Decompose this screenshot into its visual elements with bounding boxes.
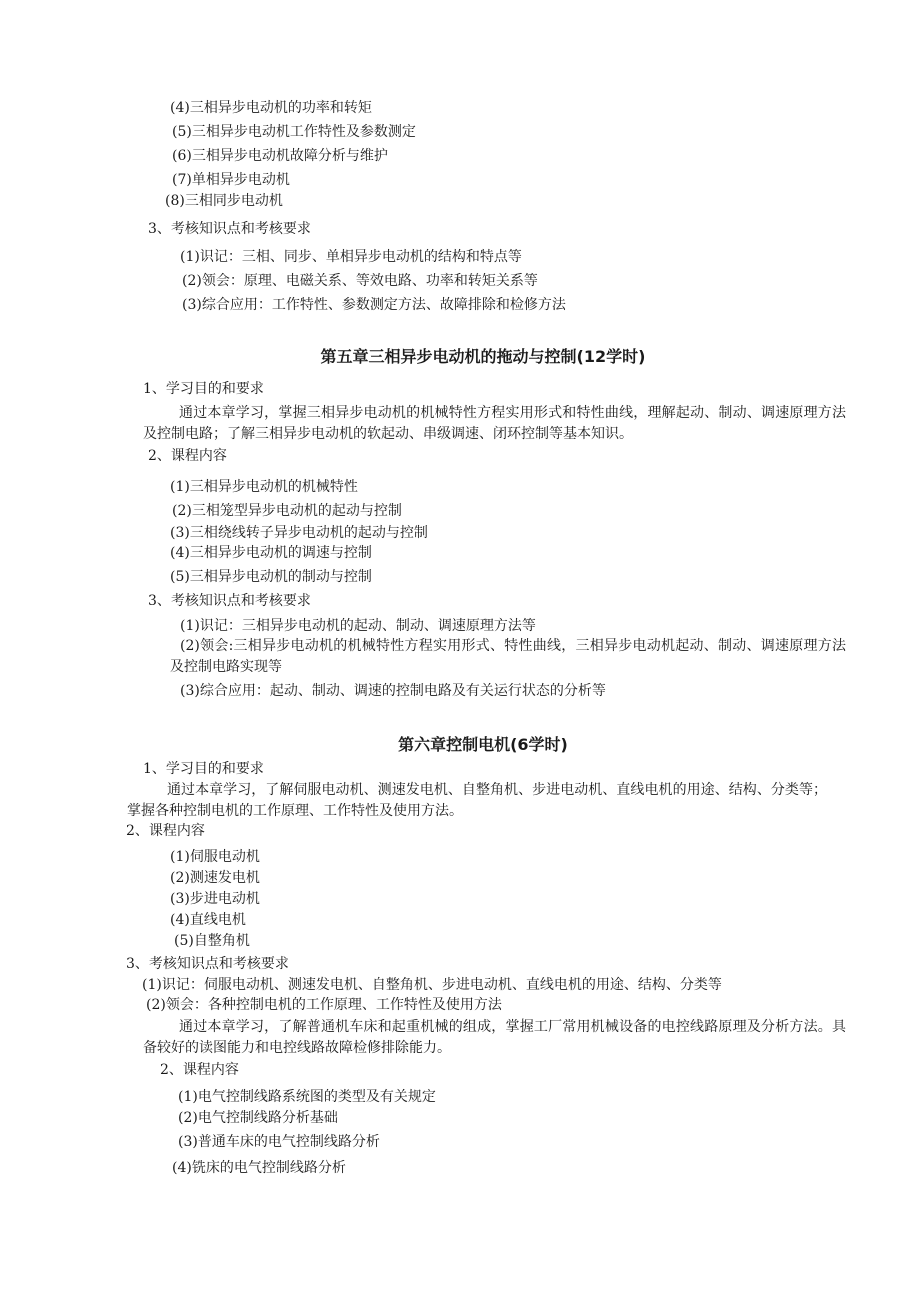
- chapter-title: 第六章控制电机(6学时): [398, 735, 568, 754]
- section-heading: 2、课程内容: [160, 1062, 239, 1078]
- list-item: (2)测速发电机: [170, 870, 260, 886]
- list-item: (4)直线电机: [170, 912, 246, 928]
- list-item: (1)三相异步电动机的机械特性: [170, 479, 358, 495]
- list-item: (6)三相异步电动机故障分析与维护: [172, 148, 388, 164]
- list-item: (5)自整角机: [174, 933, 250, 949]
- list-item: (2)三相笼型异步电动机的起动与控制: [172, 503, 402, 519]
- list-item: (3)普通车床的电气控制线路分析: [178, 1134, 380, 1150]
- list-item: (5)三相异步电动机的制动与控制: [170, 569, 372, 585]
- list-item: (4)三相异步电动机的功率和转矩: [170, 100, 372, 116]
- list-item: (3)三相绕线转子异步电动机的起动与控制: [170, 525, 428, 541]
- list-item: (1)识记：三相异步电动机的起动、制动、调速原理方法等: [180, 618, 536, 634]
- list-item: (2)领会：各种控制电机的工作原理、工作特性及使用方法: [146, 997, 502, 1013]
- list-item: (2)电气控制线路分析基础: [178, 1110, 338, 1126]
- list-item: (8)三相同步电动机: [165, 193, 283, 209]
- paragraph: (2)领会:三相异步电动机的机械特性方程实用形式、特性曲线，三相异步电动机起动、制动、调速原理方法及控制电路实现等: [170, 638, 846, 675]
- paragraph: 通过本章学习，了解普通机车床和起重机械的组成，掌握工厂常用机械设备的电控线路原理及分析方法。具备较好的读图能力和电控线路故障检修排除能力。: [143, 1019, 846, 1056]
- section-heading: 2、课程内容: [148, 448, 227, 464]
- paragraph: 通过本章学习，了解伺服电动机、测速发电机、自整角机、步进电动机、直线电机的用途、结构、分类等；掌握各种控制电机的工作原理、工作特性及使用方法。: [127, 782, 827, 819]
- list-item: (3)综合应用：工作特性、参数测定方法、故障排除和检修方法: [182, 297, 566, 313]
- section-heading: 1、学习目的和要求: [143, 381, 264, 397]
- section-heading: 2、课程内容: [126, 823, 205, 839]
- list-item: (1)伺服电动机: [170, 849, 260, 865]
- section-heading: 1、学习目的和要求: [143, 761, 264, 777]
- list-item: (1)电气控制线路系统图的类型及有关规定: [178, 1089, 436, 1105]
- paragraph: 通过本章学习，掌握三相异步电动机的机械特性方程实用形式和特性曲线，理解起动、制动、调速原理方法及控制电路；了解三相异步电动机的软起动、串级调速、闭环控制等基本知识。: [143, 405, 846, 442]
- list-item: (7)单相异步电动机: [172, 172, 290, 188]
- list-item: (3)综合应用：起动、制动、调速的控制电路及有关运行状态的分析等: [180, 683, 606, 699]
- list-item: (2)领会：原理、电磁关系、等效电路、功率和转矩关系等: [182, 273, 538, 289]
- list-item: (4)铣床的电气控制线路分析: [172, 1160, 346, 1176]
- list-item: (5)三相异步电动机工作特性及参数测定: [172, 124, 416, 140]
- section-heading: 3、考核知识点和考核要求: [126, 956, 289, 972]
- list-item: (1)识记：伺服电动机、测速发电机、自整角机、步进电动机、直线电机的用途、结构、分类等: [142, 977, 722, 993]
- section-heading: 3、考核知识点和考核要求: [148, 221, 311, 237]
- list-item: (3)步进电动机: [170, 891, 260, 907]
- chapter-title: 第五章三相异步电动机的拖动与控制(12学时): [320, 347, 646, 366]
- section-heading: 3、考核知识点和考核要求: [148, 593, 311, 609]
- list-item: (1)识记：三相、同步、单相异步电动机的结构和特点等: [180, 249, 522, 265]
- list-item: (4)三相异步电动机的调速与控制: [170, 545, 372, 561]
